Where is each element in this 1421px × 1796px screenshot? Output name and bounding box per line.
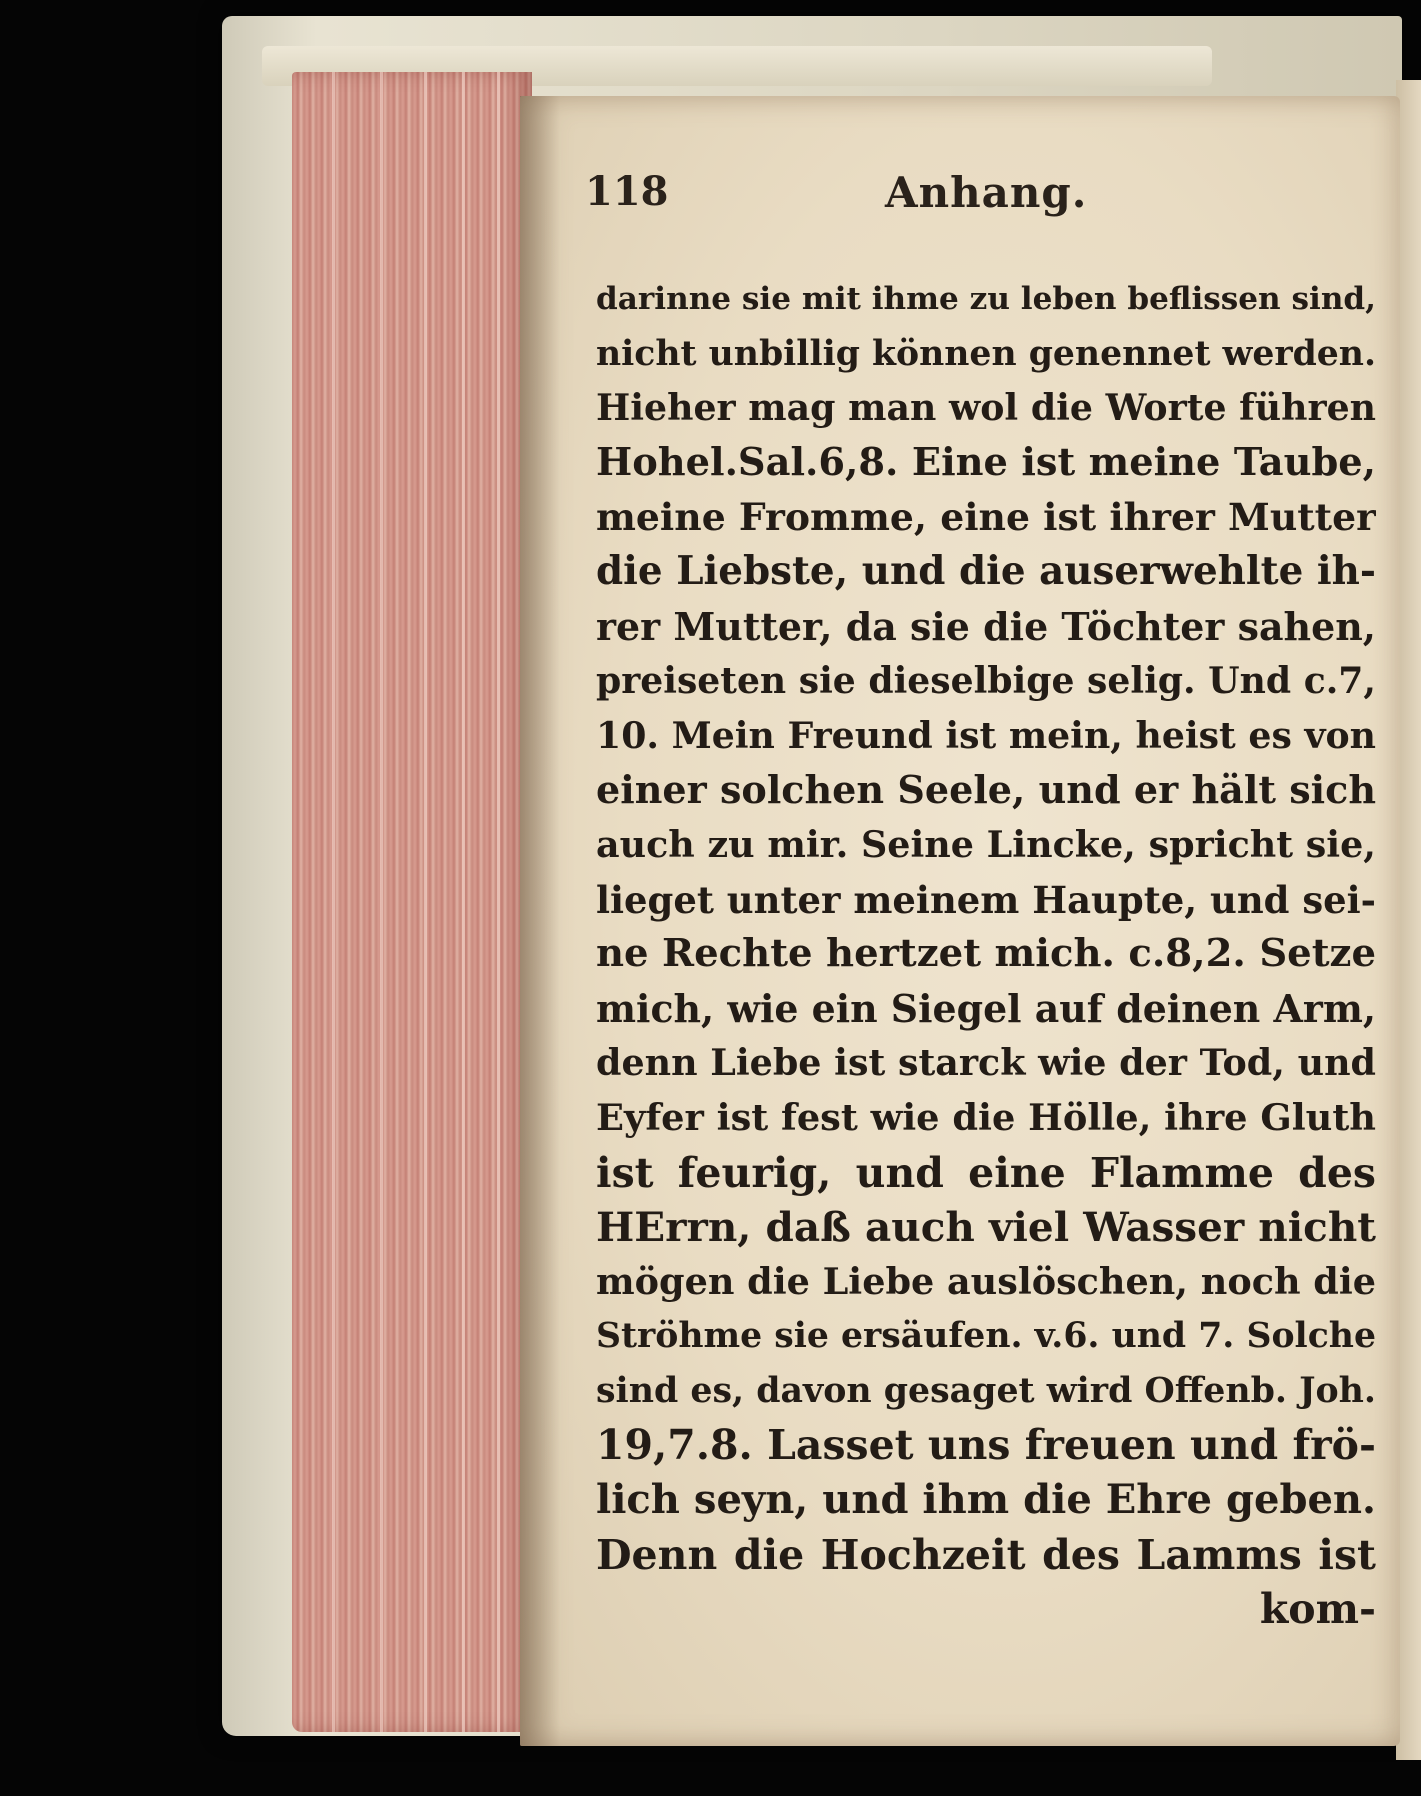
page-header <box>585 168 1345 228</box>
text-line: 10. Mein Freund ist mein, heist es von <box>596 713 1376 757</box>
text-line: mögen die Liebe auslöschen, noch die <box>596 1259 1376 1303</box>
text-line: nicht unbillig können genennet werden. <box>596 332 1376 374</box>
text-line: 19,7.8. Lasset uns freuen und frö- <box>596 1421 1376 1470</box>
text-line: darinne sie mit ihme zu leben beflissen sind, <box>596 281 1376 317</box>
text-line: Ströhme sie ersäufen. v.6. und 7. Solche <box>596 1315 1376 1357</box>
red-page-edges <box>292 72 532 1732</box>
text-line: Denn die Hochzeit des Lamms ist <box>596 1530 1376 1579</box>
text-line: HErrn, daß auch viel Wasser nicht <box>596 1203 1376 1252</box>
text-line: lieget unter meinem Haupte, und sei- <box>596 877 1376 922</box>
running-head: Anhang. <box>885 168 1088 217</box>
text-line: ne Rechte hertzet mich. c.8,2. Setze <box>596 931 1376 977</box>
text-line: sind es, davon gesaget wird Offenb. Joh. <box>596 1369 1376 1411</box>
body-text <box>596 272 1376 1637</box>
text-line: lich seyn, und ihm die Ehre geben. <box>596 1476 1376 1524</box>
text-line: Hieher mag man wol die Worte führen <box>596 386 1376 430</box>
text-line: mich, wie ein Siegel auf deinen Arm, <box>596 985 1376 1031</box>
gutter-shadow <box>520 96 560 1746</box>
text-line: rer Mutter, da sie die Töchter sahen, <box>596 603 1376 649</box>
text-line: Eyfer ist fest wie die Hölle, ihre Gluth <box>596 1095 1376 1139</box>
text-line: meine Fromme, eine ist ihrer Mutter <box>596 495 1376 540</box>
text-line: die Liebste, und die auserwehlte ih- <box>596 548 1376 594</box>
page-number: 118 <box>585 168 669 215</box>
text-line: einer solchen Seele, und er hält sich <box>596 767 1376 813</box>
text-line: Hohel.Sal.6,8. Eine ist meine Taube, <box>596 439 1376 485</box>
catchword: kom- <box>1259 1585 1376 1634</box>
text-line: auch zu mir. Seine Lincke, spricht sie, <box>596 822 1376 866</box>
text-line: ist feurig, und eine Flamme des <box>596 1148 1376 1197</box>
text-line: preiseten sie dieselbige selig. Und c.7, <box>596 659 1376 703</box>
text-line: denn Liebe ist starck wie der Tod, und <box>596 1041 1376 1085</box>
